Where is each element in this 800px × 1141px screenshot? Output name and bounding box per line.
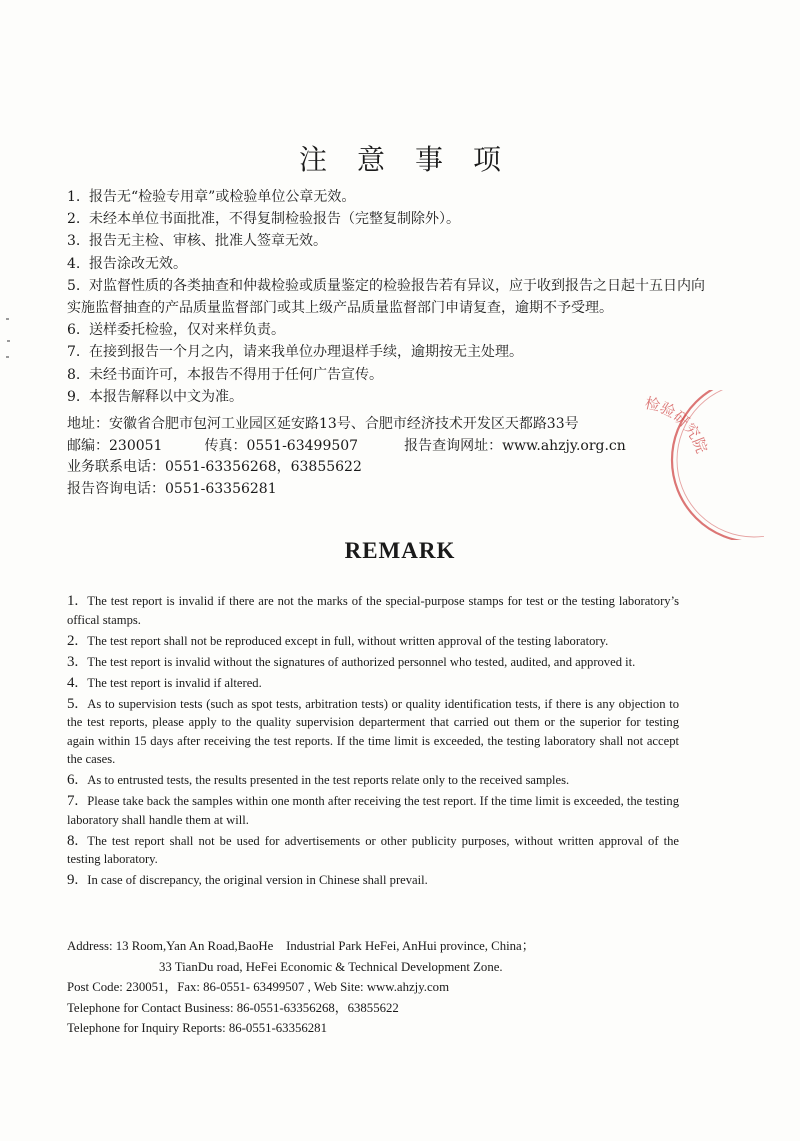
en-item-number: 6. [67,772,79,789]
en-item-number: 7. [67,793,79,810]
en-item-text: The test report is invalid if altered. [87,675,262,690]
cn-item-text: 对监督性质的各类抽查和仲裁检验或质量鉴定的检验报告若有异议，应于收到报告之日起十五日内向实施监督抽查的产品质量监督部门或其上级产品质量监督部门申请复查，逾期不予受理。 [67,277,705,317]
en-item-number: 5. [67,695,79,712]
en-item [67,674,679,693]
en-item-text: The test report shall not be used for advertisements or other publicity purposes, without written approval of the testing laboratory. [67,833,679,867]
cn-item [67,386,707,408]
cn-item-number: 9. [67,388,81,405]
cn-item [67,319,707,341]
cn-item-text: 在接到报告一个月之内，请来我单位办理退样手续，逾期按无主处理。 [89,344,523,361]
cn-item [67,275,707,319]
cn-item-number: 8. [67,366,81,383]
en-post-fax-web: Post Code: 230051，Fax: 86-0551- 63499507 , Web Site: www.ahzjy.com [67,980,450,995]
en-item-number: 2. [67,632,79,649]
cn-item-text: 未经本单位书面批准，不得复制检验报告（完整复制除外）。 [89,211,460,228]
en-item-text: As to entrusted tests, the results presented in the test reports relate only to the received samples. [87,773,570,788]
cn-item [67,253,707,275]
cn-item-text: 送样委托检验，仅对来样负责。 [89,322,285,339]
en-item-number: 9. [67,872,79,889]
en-item [67,871,679,890]
cn-item-text: 报告无主检、审核、批准人签章无效。 [89,233,327,250]
en-item-text: Please take back the samples within one month after receiving the test report. If the time limit is exceeded, the testing laboratory shall handle them at will. [67,794,679,827]
cn-item-text: 本报告解释以中文为准。 [89,388,243,405]
en-contact-block [67,936,707,1039]
en-item-text: In case of discrepancy, the original version in Chinese shall prevail. [87,873,428,888]
cn-fax: 传真：0551-63499507 [204,437,359,454]
en-item [67,592,679,629]
en-item [67,832,679,869]
cn-item [67,186,707,208]
en-address-line2: 33 TianDu road, HeFei Economic & Technical Development Zone. [159,959,503,974]
en-item-number: 4. [67,674,79,691]
cn-item [67,341,707,363]
en-business-phone: Telephone for Contact Business: 86-0551-63356268，63855622 [67,1000,399,1015]
en-address-line1: Address: 13 Room,Yan An Road,BaoHe Industrial Park HeFei, AnHui province, China； [67,939,535,953]
cn-inquiry-phone: 报告咨询电话：0551-63356281 [67,480,277,497]
scan-mark [6,356,9,358]
cn-business-phone: 业务联系电话：0551-63356268，63855622 [67,459,362,475]
en-title: REMARK [344,538,456,563]
scan-mark [6,318,9,320]
cn-item [67,208,707,230]
cn-item-number: 3. [67,233,81,250]
en-item [67,771,679,790]
cn-item-number: 4. [67,255,81,272]
en-item-text: The test report shall not be reproduced except in full, without written approval of the testing laboratory. [87,633,609,648]
cn-title: 注意事项 [298,143,531,176]
cn-postcode: 邮编：230051 [67,437,163,454]
cn-address: 地址：安徽省合肥市包河工业园区延安路13号、合肥市经济技术开发区天都路33号 [67,416,579,432]
en-item-text: As to supervision tests (such as spot tests, arbitration tests) or quality identification tests, if there is any objection to the test reports, please apply to the quality supervision departerment that carried out them or the superior for testing again within 15 days after receiving the test reports. If the time limit is exceeded, the testing laboratory shall not accept the cases. [67,696,679,767]
en-inquiry-phone: Telephone for Inquiry Reports: 86-0551-63356281 [67,1021,327,1036]
scan-mark [7,340,10,342]
en-remark-list [67,592,679,892]
cn-item-text: 未经书面许可，本报告不得用于任何广告宣传。 [89,366,383,383]
en-item-number: 1. [67,593,79,609]
en-item [67,695,679,769]
cn-item-text: 报告无“检验专用章”或检验单位公章无效。 [89,189,356,205]
cn-item-number: 6. [67,322,81,339]
cn-item-number: 7. [67,344,81,361]
cn-item [67,364,707,386]
en-item [67,632,679,651]
en-item-text: The test report is invalid without the signatures of authorized personnel who tested, audited, and approved it. [87,654,636,669]
cn-website: 报告查询网址：www.ahzjy.org.cn [404,437,626,454]
cn-item-number: 1. [67,189,81,205]
cn-post-fax-web [67,436,707,458]
cn-item-text: 报告涂改无效。 [89,255,187,272]
cn-item-number: 5. [67,277,81,294]
en-item-number: 3. [67,653,79,670]
en-item-text: The test report is invalid if there are not the marks of the special-purpose stamps for test or the testing laboratory’s offical stamps. [67,594,679,627]
cn-contact-block [67,414,707,500]
cn-item [67,230,707,252]
en-item [67,792,679,829]
en-item [67,653,679,672]
en-item-number: 8. [67,832,79,849]
cn-item-number: 2. [67,211,81,228]
stamp-text: 检验研究院 [643,393,711,456]
cn-notice-list [67,186,707,408]
